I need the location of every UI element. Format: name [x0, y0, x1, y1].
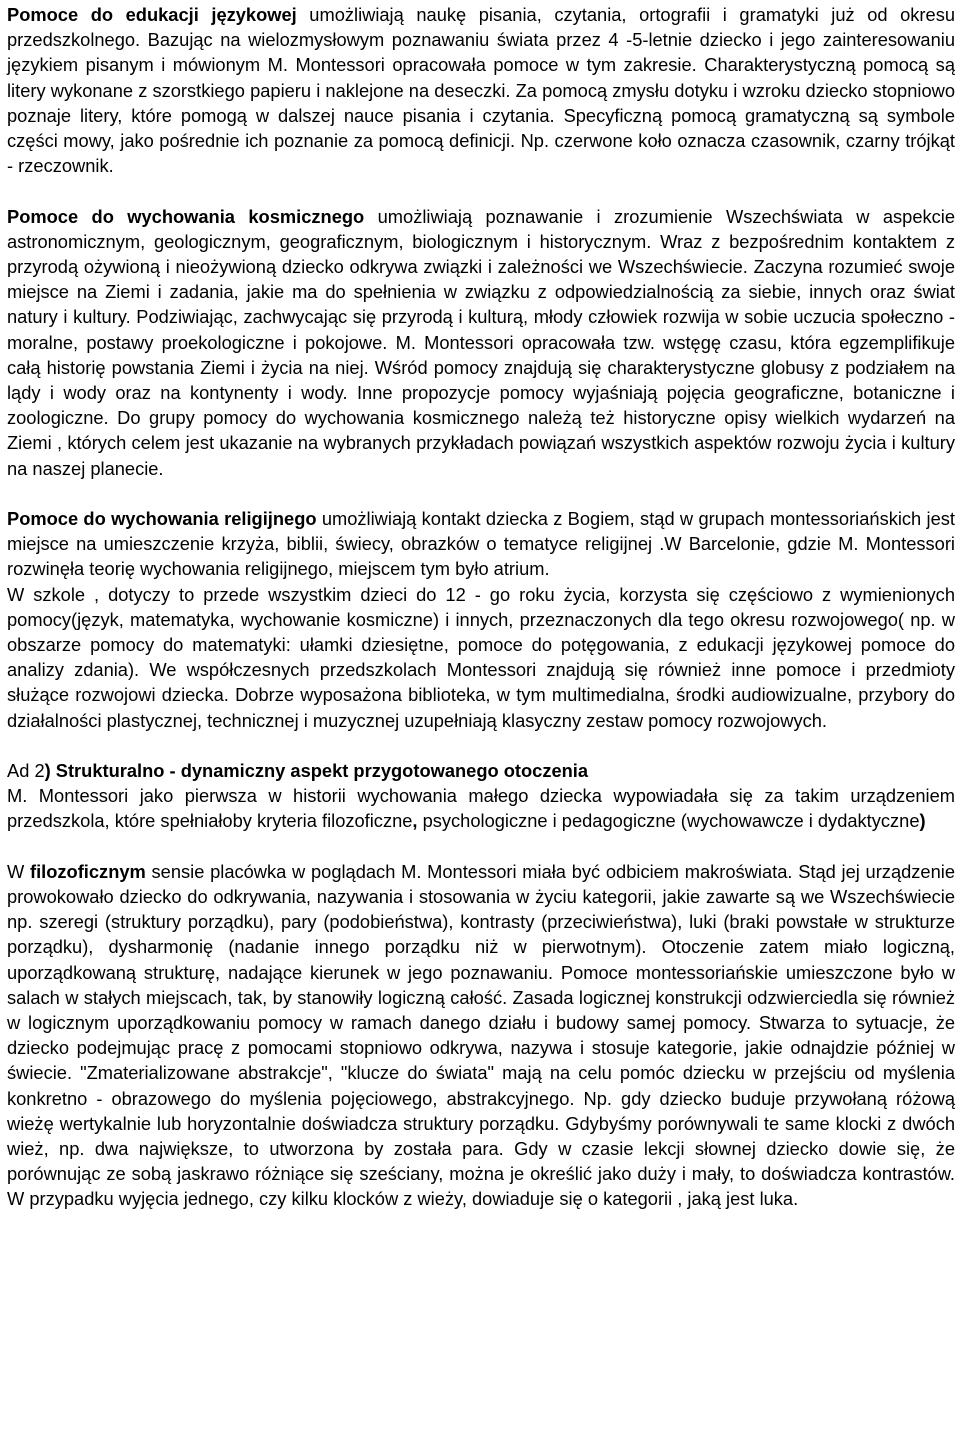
- paragraph-school-aids: [7, 582, 955, 733]
- paragraph-text: umożliwiają naukę pisania, czytania, ortografii i gramatyki już od okresu przedszkolnego. Bazując na wielozmysłowym poznawaniu świata przez 4 -5-letnie dziecko i jego zainteresowaniu językiem pisanym i mówionym M. Montessori opracowała pomoce w tym zakresie. Charakterystyczną pomocą są litery wykonane z szorstkiego papieru i naklejone na deseczki. Za pomocą zmysłu dotyku i wzroku dziecko stopniowo poznaje litery, które pomogą w dalszej nauce pisania i czytania. Specyficzną pomocą gramatyczną są symbole części mowy, jako pośrednie ich poznanie za pomocą definicji. Np. czerwone koło oznacza czasownik, czarny trójkąt - rzeczownik.: [7, 4, 955, 177]
- paragraph-lead-bold: Pomoce do wychowania kosmicznego: [7, 205, 365, 227]
- paragraph-text: umożliwiają kontakt dziecka z Bogiem, stąd w grupach montessoriańskich jest miejsce na umieszczenie krzyża, biblii, świecy, obrazków o tematyce religijnej .W Barcelonie, gdzie M. Montessori rozwinęła teorię wychowania religijnego, miejscem tym było atrium.: [7, 508, 955, 580]
- bold-comma: ,: [412, 810, 418, 832]
- document-body: [7, 2, 955, 1212]
- heading-title: ) Strukturalno - dynamiczny aspekt przygotowanego otoczenia: [44, 760, 589, 782]
- paragraph-lead-bold: Pomoce do wychowania religijnego: [7, 508, 317, 530]
- paragraph-cosmic-education: [7, 204, 955, 481]
- paragraph-lead-bold: Pomoce do edukacji językowej: [7, 4, 297, 25]
- paragraph-montessori-criteria: [7, 783, 955, 833]
- section-heading: [7, 758, 955, 783]
- heading-prefix: Ad 2: [7, 760, 45, 782]
- bold-paren: ): [919, 810, 926, 832]
- paragraph-prefix: W: [7, 860, 30, 882]
- paragraph-philosophical-sense: [7, 859, 955, 1212]
- paragraph-text: W szkole , dotyczy to przede wszystkim dzieci do 12 - go roku życia, korzysta się częściowo z wymienionych pomocy(język, matematyka, wychowanie kosmiczne) i innych, przeznaczonych dla tego okresu rozwojowego( np. w obszarze pomocy do matematyki: ułamki dziesiętne, pomoce do potęgowania, z edukacji językowej pomoce do analizy zdania). We współczesnych przedszkolach Montessori znajdują się również inne pomoce i przedmioty służące rozwojowi dziecka. Dobrze wyposażona biblioteka, w tym multimedialna, środki audiowizualne, przybory do działalności plastycznej, technicznej i muzycznej uzupełniają klasyczny zestaw pomocy rozwojowych.: [7, 583, 955, 731]
- paragraph-text: sensie placówka w poglądach M. Montessori miała być odbiciem makroświata. Stąd jej urządzenie prowokowało dziecko do odkrywania, nazywania i stosowania w życiu kategorii, jakie zawarte są we Wszechświecie np. szeregi (struktury porządku), pary (podobieństwa), kontrasty (przeciwieństwa), luki (braki powstałe w strukturze porządku), dysharmonię (nadanie innego porządku niż w pierwotnym). Otoczenie zatem miało logiczną, uporządkowaną strukturę, nadające kierunek w jego poznawaniu. Pomoce montessoriańskie umieszczone było w salach w stałych miejscach, tak, by stanowiły logiczną całość. Zasada logicznej konstrukcji odzwierciedla się również w logicznym uporządkowaniu pomocy w ramach danego działu i budowy samej pomocy. Stwarza to sytuacje, że dziecko podejmując pracę z pomocami stopniowo odkrywa, nazywa i stosuje kategorie, jakie odnajdzie później w świecie. "Zmaterializowane abstrakcje", "klucze do świata" mają na celu pomóc dziecku w przejściu od myślenia konkretno - obrazowego do myślenia pojęciowego, abstrakcyjnego. Np. gdy dziecko buduje przywołaną różową wieżę wertykalnie lub horyzontalnie doświadcza struktury porządku. Gdybyśmy porównywali te same klocki z dwóch wież, np. dwa największe, to utworzona by została para. Gdy w czasie lekcji słownej dziecko dowie się, że porównując ze sobą jaskrawo różniące się sześciany, można je określić jako duży i mały, to doświadcza kontrastów. W przypadku wyjęcia jednego, czy kilku klocków z wieży, dowiaduje się o kategorii , jaką jest luka.: [7, 860, 955, 1210]
- paragraph-text: psychologiczne i pedagogiczne (wychowawcze i dydaktyczne: [417, 810, 920, 832]
- paragraph-lead-bold: filozoficznym: [30, 860, 146, 882]
- paragraph-text: M. Montessori jako pierwsza w historii wychowania małego dziecka wypowiadała się za takim urządzeniem przedszkola, które spełniałoby kryteria filozoficzne: [7, 785, 955, 832]
- paragraph-language-education: [7, 2, 955, 178]
- paragraph-religious-education: [7, 506, 955, 582]
- paragraph-text: umożliwiają poznawanie i zrozumienie Wszechświata w aspekcie astronomicznym, geologicznym, geograficznym, biologicznym i historycznym. Wraz z bezpośrednim kontaktem z przyrodą ożywioną i nieożywioną dziecko odkrywa związki i zależności we Wszechświecie. Zaczyna rozumieć swoje miejsce na Ziemi i zadania, jakie ma do spełnienia w związku z odpowiedzialnością za siebie, innych oraz świat natury i kultury. Podziwiając, zachwycając się przyrodą i kulturą, młody człowiek rozwija w sobie uczucia społeczno - moralne, postawy proekologiczne i pokojowe. M. Montessori opracowała tzw. wstęgę czasu, która egzemplifikuje całą historię powstania Ziemi i życia na niej. Wśród pomocy znajdują się charakterystyczne globusy z podziałem na lądy i wody oraz na kontynenty i wody. Inne propozycje pomocy wyjaśniają pojęcia geograficzne, botaniczne i zoologiczne. Do grupy pomocy do wychowania kosmicznego należą też historyczne opisy wielkich wydarzeń na Ziemi , których celem jest ukazanie na wybranych przykładach powiązań wszystkich aspektów rozwoju życia i kultury na naszej planecie.: [7, 205, 956, 479]
